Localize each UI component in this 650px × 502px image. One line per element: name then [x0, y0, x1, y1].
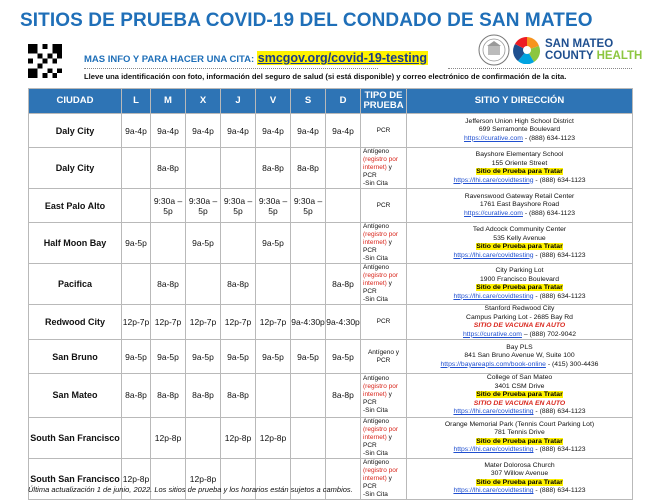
hours-cell: 9a-4p: [186, 114, 221, 148]
walk-in-note: -Sin Cita: [363, 296, 388, 303]
county-health-logo-text: [545, 38, 642, 62]
test-type-extra: y PCR: [363, 391, 392, 407]
hours-cell: [326, 189, 361, 223]
hours-cell: [186, 417, 221, 458]
test-type-main: Antígeno: [363, 375, 390, 383]
site-name: Orange Memorial Park (Tennis Court Parking Lot): [444, 420, 595, 428]
walk-in-note: -Sin Cita: [363, 490, 388, 498]
hours-cell: 9a-5p: [291, 340, 326, 374]
col-header-mon: L: [122, 89, 151, 114]
site-address: 1761 East Bayshore Road: [479, 201, 560, 209]
site-cell: [407, 264, 633, 305]
hours-cell: [256, 374, 291, 418]
hours-cell: 12p-7p: [221, 305, 256, 340]
site-phone: - (888) 634-1123: [533, 446, 586, 453]
test-type-main: Antígeno: [363, 417, 390, 425]
walk-in-note: -Sin Cita: [363, 449, 388, 457]
hours-cell: 9a-4p: [256, 114, 291, 148]
hours-cell: 8a-8p: [326, 264, 361, 305]
test-to-treat-badge: Sitio de Prueba para Tratar: [476, 284, 563, 291]
dotted-divider: [84, 68, 378, 69]
site-phone: - (415) 300-4436: [545, 360, 599, 368]
hours-cell: 12p-8p: [186, 458, 221, 499]
city-cell: Redwood City: [29, 305, 122, 340]
hours-cell: 8a-8p: [186, 374, 221, 418]
site-cell: [407, 148, 633, 189]
info-line: [84, 51, 428, 65]
hours-cell: [122, 264, 151, 305]
site-cell: [407, 340, 633, 374]
city-cell: South San Francisco: [29, 417, 122, 458]
table-header-row: [29, 89, 633, 114]
table-row: [29, 305, 633, 340]
site-link[interactable]: https://lhi.care/covidtesting: [453, 487, 534, 494]
test-type-main: Antígeno y PCR: [367, 348, 400, 364]
hours-cell: 9a-4:30p: [326, 305, 361, 340]
site-phone: - (888) 634-1123: [533, 292, 586, 300]
col-header-thu: J: [221, 89, 256, 114]
col-header-fri: V: [256, 89, 291, 114]
hours-cell: [291, 374, 326, 418]
col-header-city: CIUDAD: [29, 89, 122, 114]
hours-cell: 12p-8p: [256, 417, 291, 458]
site-address: 3401 CSM Drive: [494, 382, 545, 390]
hours-cell: 9a-4p: [122, 114, 151, 148]
site-link[interactable]: https://lhi.care/covidtesting: [453, 176, 534, 184]
city-cell: East Palo Alto: [29, 189, 122, 223]
site-link[interactable]: https://lhi.care/covidtesting: [453, 292, 534, 300]
test-to-treat-badge: Sitio de Prueba para Tratar: [476, 478, 563, 486]
test-type-main: Antígeno: [363, 223, 390, 230]
hours-cell: 9:30a – 5p: [256, 189, 291, 223]
hours-cell: [326, 417, 361, 458]
hours-cell: 9a-5p: [122, 340, 151, 374]
site-phone: - (888) 634-1123: [533, 251, 586, 259]
hours-cell: 9:30a – 5p: [221, 189, 256, 223]
site-name: Ted Adcock Community Center: [472, 226, 567, 233]
hours-cell: [122, 148, 151, 189]
test-type-main: PCR: [376, 126, 391, 134]
site-name: City Parking Lot: [495, 267, 544, 274]
county-health-logo-icon: [512, 36, 542, 64]
registration-note: (registro por internet): [363, 383, 399, 399]
site-cell: [407, 374, 633, 418]
city-cell: Pacifica: [29, 264, 122, 305]
hours-cell: 9a-5p: [256, 340, 291, 374]
hours-cell: 9:30a – 5p: [186, 189, 221, 223]
hours-cell: [291, 264, 326, 305]
hours-cell: [122, 417, 151, 458]
logo-line-3: HEALTH: [596, 50, 643, 62]
hours-cell: [326, 223, 361, 264]
table-row: [29, 264, 633, 305]
test-type-main: PCR: [376, 201, 391, 209]
site-phone: - (888) 634-1123: [533, 408, 586, 415]
site-phone: - (888) 634-1123: [533, 176, 586, 184]
table-row: [29, 223, 633, 264]
registration-note: (registro por internet): [363, 231, 399, 246]
site-cell: [407, 458, 633, 499]
hours-cell: 12p-8p: [221, 417, 256, 458]
site-name: Stanford Redwood City: [484, 305, 555, 312]
hours-cell: [326, 148, 361, 189]
hours-cell: [291, 223, 326, 264]
site-address: 699 Serramonte Boulevard: [478, 126, 561, 134]
hours-cell: 8a-8p: [221, 264, 256, 305]
hours-cell: 8a-8p: [221, 374, 256, 418]
hours-cell: 9a-5p: [256, 223, 291, 264]
site-address: 155 Oriente Street: [491, 159, 548, 167]
col-header-wed: X: [186, 89, 221, 114]
info-prefix: MAS INFO Y PARA HACER UNA CITA:: [84, 54, 255, 65]
hours-cell: 9a-4:30p: [291, 305, 326, 340]
city-cell: South San Francisco: [29, 458, 122, 499]
test-type-extra: y PCR: [363, 474, 392, 490]
registration-note: (registro por internet): [363, 272, 399, 287]
test-to-treat-badge: Sitio de Prueba para Tratar: [476, 437, 563, 445]
test-type-main: Antígeno: [363, 458, 390, 466]
site-link[interactable]: https://lhi.care/covidtesting: [453, 408, 534, 415]
test-type-main: Antígeno: [363, 264, 390, 271]
qr-code-icon[interactable]: [28, 44, 62, 78]
footer-note: Última actualización 1 de junio, 2022. Los sitios de prueba y los horarios están sujetos a cambios.: [28, 485, 353, 494]
hours-cell: 8a-8p: [151, 148, 186, 189]
registration-note: (registro por internet): [363, 156, 399, 171]
walk-in-note: -Sin Cita: [363, 407, 388, 415]
walk-in-note: -Sin Cita: [363, 255, 388, 262]
hours-cell: 8a-8p: [256, 148, 291, 189]
test-type-main: PCR: [376, 318, 391, 325]
drive-vaccine-note: SITIO DE VACUNA EN AUTO: [473, 399, 566, 407]
city-cell: Daly City: [29, 114, 122, 148]
hours-cell: 9a-5p: [122, 223, 151, 264]
drive-vaccine-note: SITIO DE VACUNA EN AUTO: [473, 322, 566, 329]
hours-cell: [186, 148, 221, 189]
test-type-extra: y PCR: [363, 164, 392, 179]
site-phone: - (888) 634-1123: [533, 487, 586, 494]
city-cell: San Mateo: [29, 374, 122, 418]
site-address: 535 Kelly Avenue: [493, 234, 546, 242]
hours-cell: 9a-5p: [326, 340, 361, 374]
site-address: 307 Willow Avenue: [490, 470, 549, 477]
dotted-divider-right: [448, 68, 632, 69]
hours-cell: [291, 417, 326, 458]
site-name: Bay PLS: [506, 343, 533, 351]
test-to-treat-badge: Sitio de Prueba para Tratar: [476, 243, 563, 250]
table-row: [29, 374, 633, 418]
site-name: Jefferson Union High School District: [465, 117, 574, 125]
test-type-cell: [361, 417, 407, 458]
hours-cell: 8a-8p: [122, 374, 151, 418]
site-address: 781 Tennis Drive: [494, 429, 545, 436]
test-to-treat-badge: Sitio de Prueba para Tratar: [476, 168, 563, 175]
hours-cell: [256, 264, 291, 305]
test-type-extra: y PCR: [363, 280, 392, 295]
table-row: [29, 114, 633, 148]
test-to-treat-badge: Sitio de Prueba para Tratar: [476, 391, 563, 398]
site-address: 841 San Bruno Avenue W, Suite 100: [464, 352, 575, 360]
hours-cell: 9:30a – 5p: [291, 189, 326, 223]
col-header-sat: S: [291, 89, 326, 114]
test-type-cell: [361, 374, 407, 418]
table-row: [29, 340, 633, 374]
site-link[interactable]: https://lhi.care/covidtesting: [453, 251, 534, 259]
test-type-cell: [361, 148, 407, 189]
site-cell: [407, 305, 633, 340]
hours-cell: 12p-8p: [122, 458, 151, 499]
table-row: [29, 417, 633, 458]
site-link[interactable]: https://curative.com: [464, 209, 523, 217]
site-name: College of San Mateo: [486, 374, 553, 381]
city-cell: Daly City: [29, 148, 122, 189]
page-title: SITIOS DE PRUEBA COVID-19 DEL CONDADO DE SAN MATEO: [20, 10, 593, 31]
col-header-sun: D: [326, 89, 361, 114]
info-link[interactable]: smcgov.org/covid-19-testing: [257, 51, 428, 65]
hours-cell: [151, 223, 186, 264]
col-header-site: SITIO Y DIRECCIÓN: [407, 89, 633, 114]
testing-sites-table: [28, 88, 633, 500]
site-address: 1900 Francisco Boulevard: [480, 275, 559, 283]
hours-cell: [221, 148, 256, 189]
registration-note: (registro por internet): [363, 425, 399, 441]
test-type-cell: [361, 305, 407, 340]
site-phone: - (888) 634-1123: [522, 134, 575, 142]
hours-cell: 9a-5p: [151, 340, 186, 374]
site-link[interactable]: https://curative.com: [464, 134, 523, 142]
hours-cell: 8a-8p: [151, 374, 186, 418]
hours-cell: 9a-5p: [186, 340, 221, 374]
city-cell: San Bruno: [29, 340, 122, 374]
hours-cell: 9a-4p: [151, 114, 186, 148]
table-row: [29, 148, 633, 189]
test-type-extra: y PCR: [363, 239, 392, 254]
walk-in-note: -Sin Cita: [363, 180, 388, 187]
site-name: Bayshore Elementary School: [475, 151, 564, 158]
site-name: Mater Dolorosa Church: [484, 461, 555, 469]
table-row: [29, 189, 633, 223]
test-type-cell: [361, 189, 407, 223]
site-phone: – (888) 702-9042: [521, 330, 576, 338]
test-type-cell: [361, 340, 407, 374]
hours-cell: [186, 264, 221, 305]
hours-cell: 9a-4p: [326, 114, 361, 148]
site-cell: [407, 417, 633, 458]
hours-cell: [221, 223, 256, 264]
test-type-main: Antígeno: [363, 148, 390, 155]
site-link[interactable]: https://curative.com: [463, 330, 522, 338]
county-seal-icon: [478, 34, 510, 66]
site-cell: [407, 189, 633, 223]
city-cell: Half Moon Bay: [29, 223, 122, 264]
test-type-cell: [361, 223, 407, 264]
registration-note: (registro por internet): [363, 466, 399, 482]
site-link[interactable]: https://bayareapls.com/book-online: [440, 360, 546, 368]
test-type-extra: y PCR: [363, 433, 392, 449]
hours-cell: 9a-4p: [291, 114, 326, 148]
hours-cell: [122, 189, 151, 223]
test-type-cell: [361, 114, 407, 148]
test-type-cell: [361, 458, 407, 499]
hours-cell: 12p-7p: [186, 305, 221, 340]
hours-cell: 9a-5p: [221, 340, 256, 374]
hours-cell: 9a-5p: [186, 223, 221, 264]
hours-cell: 12p-7p: [151, 305, 186, 340]
id-note: Lleve una identificación con foto, información del seguro de salud (si está disponible) y correo electrónico de confirmación de la cita.: [84, 72, 567, 81]
site-address: Campus Parking Lot - 2685 Bay Rd: [466, 313, 573, 321]
hours-cell: 8a-8p: [151, 264, 186, 305]
col-header-test-type: TIPO DE PRUEBA: [361, 89, 407, 114]
hours-cell: 12p-7p: [122, 305, 151, 340]
site-name: Ravenswood Gateway Retail Center: [464, 192, 575, 200]
hours-cell: 9a-4p: [221, 114, 256, 148]
logo-line-2: COUNTY: [545, 50, 594, 62]
site-cell: [407, 223, 633, 264]
hours-cell: 12p-7p: [256, 305, 291, 340]
hours-cell: 9:30a – 5p: [151, 189, 186, 223]
site-phone: - (888) 634-1123: [522, 209, 575, 217]
hours-cell: 12p-8p: [151, 417, 186, 458]
site-cell: [407, 114, 633, 148]
col-header-tue: M: [151, 89, 186, 114]
logo-line-1: SAN MATEO: [545, 38, 614, 50]
hours-cell: 8a-8p: [326, 374, 361, 418]
site-link[interactable]: https://lhi.care/covidtesting: [453, 446, 534, 453]
hours-cell: 8a-8p: [291, 148, 326, 189]
test-type-cell: [361, 264, 407, 305]
